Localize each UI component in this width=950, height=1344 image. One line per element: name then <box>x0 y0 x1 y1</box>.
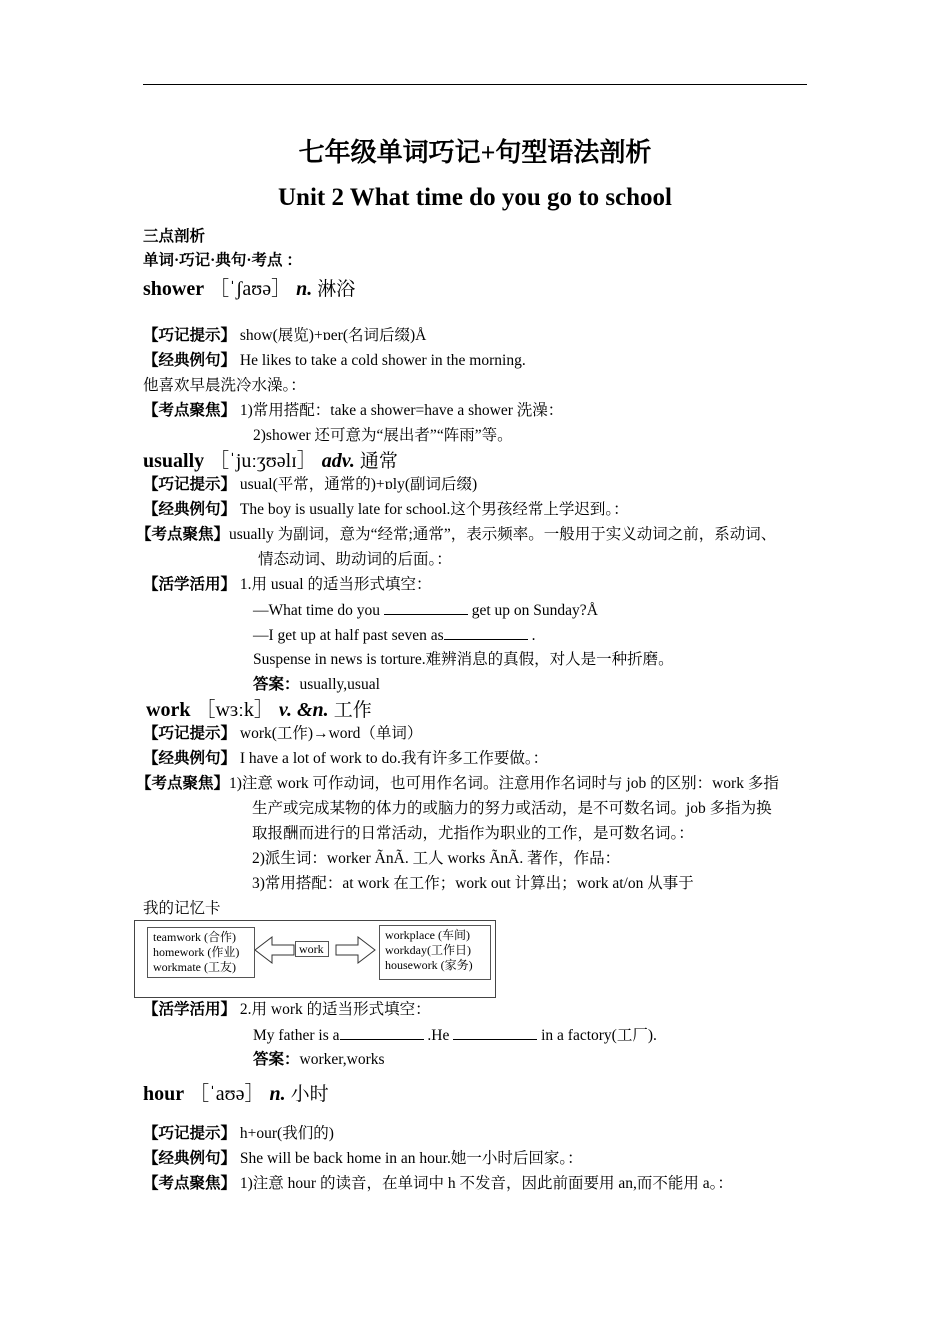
usually-practice: 【活学活用】 1.用 usual 的适当形式填空： <box>143 576 432 593</box>
hour-focus: 【考点聚焦】 1)注意 hour 的读音，在单词中 h 不发音，因此前面要用 an,而不能用 a。： <box>143 1175 733 1192</box>
phonetic: ［ˈaʊə］ <box>189 1083 265 1105</box>
part-of-speech: n. <box>269 1083 286 1105</box>
answer-blank[interactable] <box>340 1025 424 1040</box>
headword: hour <box>143 1083 185 1105</box>
work-example: 【经典例句】 I have a lot of work to do.我有许多工作要做。： <box>143 750 549 767</box>
phonetic: ［wɜːk］ <box>195 699 274 721</box>
part-of-speech: n. <box>296 278 313 300</box>
section-heading: 三点剖析 <box>143 228 206 245</box>
memory-card-left <box>147 927 255 978</box>
memory-card-label: 我的记忆卡 <box>143 900 221 917</box>
entry-usually-headline <box>143 449 398 473</box>
work-focus-2: 生产或完成某物的体力的或脑力的努力或活动，是不可数名词。job 多指为换 <box>252 800 772 817</box>
usually-focus-2: 情态动词、助动词的后面。： <box>258 551 452 568</box>
headword: work <box>146 699 191 721</box>
work-practice: 【活学活用】 2.用 work 的适当形式填空： <box>143 1001 431 1018</box>
answer-blank[interactable] <box>444 625 528 640</box>
phonetic: ［ˈʃaʊə］ <box>209 278 292 300</box>
header-rule <box>143 84 807 85</box>
answer-blank[interactable] <box>384 600 468 615</box>
section-subheading: 单词·巧记·典句·考点 ： <box>143 252 302 269</box>
compound-word: teamwork (合作) <box>153 930 236 944</box>
compound-word: homework (作业) <box>153 945 240 959</box>
shower-tip: 【巧记提示】 show(展览)+ɒer(名词后缀)Å <box>143 327 427 344</box>
entry-hour-headline <box>143 1082 329 1106</box>
unit-title: Unit 2 What time do you go to school <box>277 184 672 211</box>
part-of-speech: v. &n. <box>278 699 329 721</box>
page-title: 七年级单词巧记+句型语法剖析 <box>298 138 652 167</box>
work-answer: 答案：worker,works <box>253 1051 385 1068</box>
usually-answer: 答案：usually,usual <box>253 676 380 693</box>
compound-word: workmate (工友) <box>153 960 236 974</box>
work-tip: 【巧记提示】 work(工作)→word（单词） <box>143 725 423 742</box>
meaning: 工作 <box>333 699 372 721</box>
compound-word: housework (家务) <box>385 958 473 972</box>
usually-focus: 【考点聚焦】usually 为副词，意为“经常;通常”，表示频率。一般用于实义动词之前，系动词、 <box>136 526 777 543</box>
work-focus: 【考点聚焦】1)注意 work 可作动词，也可用作名词。注意用作名词时与 job 的区别：work 多指 <box>136 775 779 792</box>
shower-example-cn: 他喜欢早晨洗冷水澡。： <box>143 377 306 394</box>
memory-card-center: work <box>295 941 329 957</box>
usually-question-2: —I get up at half past seven as . <box>253 627 536 644</box>
work-question: My father is a .He in a factory(工厂). <box>253 1027 657 1044</box>
usually-example: 【经典例句】 The boy is usually late for school.这个男孩经常上学迟到。： <box>143 501 629 518</box>
shower-example: 【经典例句】 He likes to take a cold shower in the morning. <box>143 352 526 369</box>
usually-tip: 【巧记提示】 usual(平常，通常的)+ɒly(副词后缀) <box>143 476 478 493</box>
meaning: 淋浴 <box>317 278 356 300</box>
usually-proverb: Suspense in news is torture.难辨消息的真假，对人是一种折磨。 <box>253 651 674 668</box>
memory-card <box>134 920 496 998</box>
usually-question-1: —What time do you get up on Sunday?Å <box>253 602 598 619</box>
headword: usually <box>143 450 205 472</box>
shower-focus: 【考点聚焦】 1)常用搭配：take a shower=have a shower 洗澡： <box>143 402 564 419</box>
entry-work-headline <box>146 698 372 722</box>
hour-example: 【经典例句】 She will be back home in an hour.她一小时后回家。： <box>143 1150 583 1167</box>
work-focus-3: 取报酬而进行的日常活动，尤指作为职业的工作，是可数名词。： <box>252 825 694 842</box>
meaning: 通常 <box>359 450 398 472</box>
work-focus-5: 3)常用搭配：at work 在工作；work out 计算出；work at/on 从事于 <box>252 875 694 892</box>
meaning: 小时 <box>290 1083 329 1105</box>
part-of-speech: adv. <box>321 450 355 472</box>
answer-blank[interactable] <box>453 1025 537 1040</box>
work-focus-4: 2)派生词：worker ÃnÃ. 工人 works ÃnÃ. 著作，作品： <box>252 850 621 867</box>
phonetic: ［ˈjuːʒʊəlɪ］ <box>209 450 317 472</box>
headword: shower <box>143 278 205 300</box>
compound-word: workplace (车间) <box>385 928 470 942</box>
memory-card-right <box>379 925 491 980</box>
hour-tip: 【巧记提示】 h+our(我们的) <box>143 1125 334 1142</box>
shower-focus-2: 2)shower 还可意为“展出者”“阵雨”等。 <box>253 427 513 444</box>
entry-shower-headline <box>143 277 355 301</box>
compound-word: workday(工作日) <box>385 943 471 957</box>
